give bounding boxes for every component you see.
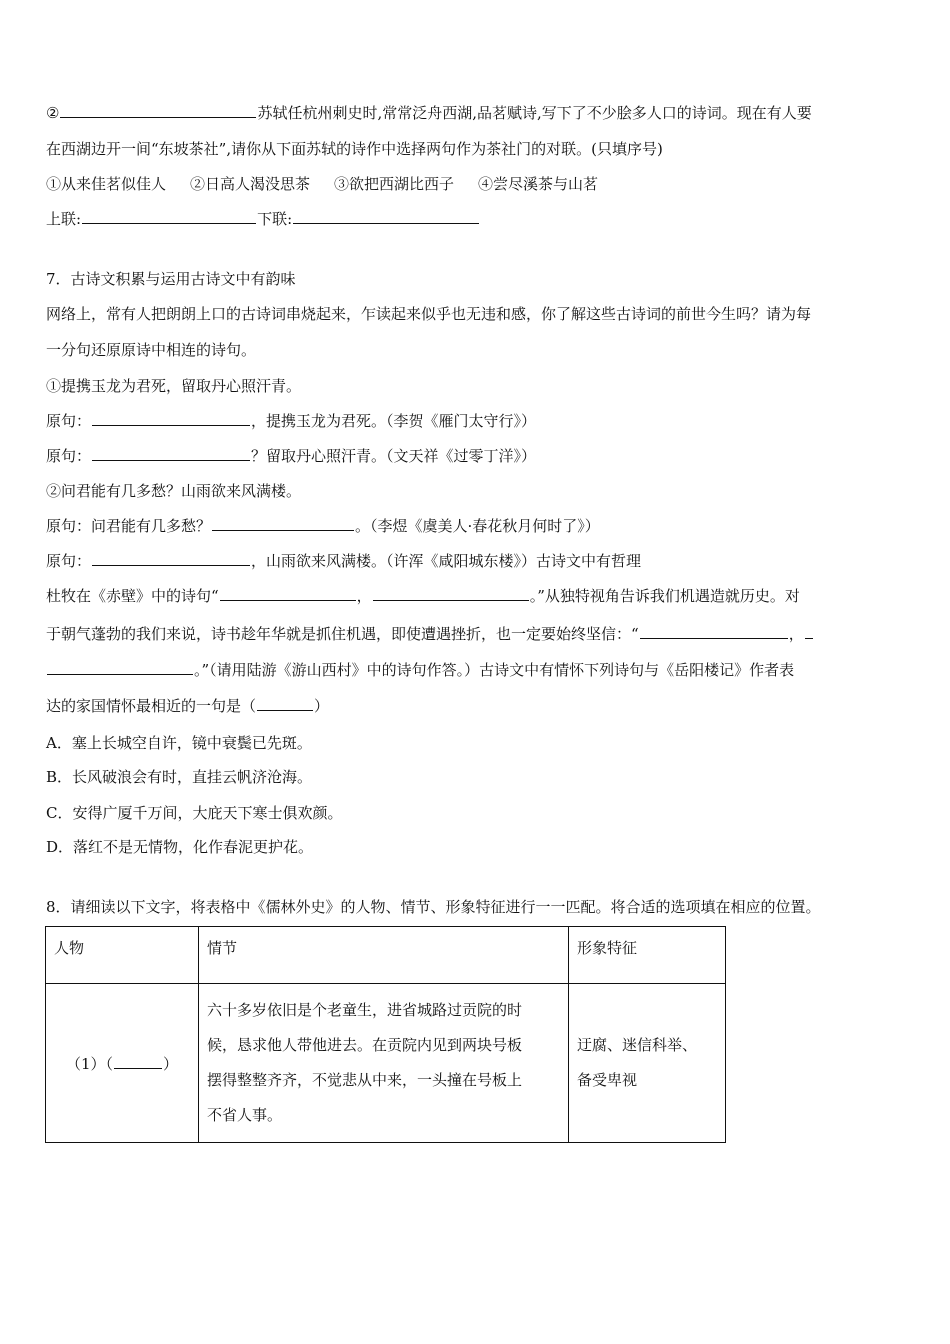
q7-philosophy-line-3 <box>46 660 794 680</box>
lower-couplet-label: 下联: <box>257 210 293 228</box>
q6-option-4: ④尝尽溪茶与山茗 <box>478 175 599 193</box>
origin-label: 原句：问君能有几多愁？ <box>46 517 212 535</box>
origin-suffix: ？留取丹心照汗青。（文天祥《过零丁洋》） <box>251 447 537 465</box>
text: ） <box>314 697 330 715</box>
row1-trait <box>569 984 726 1143</box>
plot-line: 六十多岁依旧是个老童生，进省城路过贡院的时 <box>207 1001 523 1019</box>
q6-item2-blank[interactable] <box>60 103 256 118</box>
q7-blank-1[interactable] <box>92 411 250 426</box>
q7-blank-2[interactable] <box>92 446 250 461</box>
row1-plot <box>199 984 569 1143</box>
q8-table <box>45 926 726 1143</box>
q6-item2-text: 苏轼任杭州刺史时,常常泛舟西湖,品茗赋诗,写下了不少脍多人口的诗词。现在有人要 <box>257 104 812 122</box>
text: 。”（请用陆游《游山西村》中的诗句作答。）古诗文中有情怀下列诗句与《岳阳楼记》作者表 <box>194 661 795 679</box>
q6-option-2: ②日高人渴没思茶 <box>190 175 311 193</box>
q7-title: 7．古诗文积累与运用古诗文中有韵味 <box>46 270 296 288</box>
q7-intro-line1: 网络上，常有人把朗朗上口的古诗词串烧起来，乍读起来似乎也无违和感，你了解这些古诗词的前世今生吗？请为每 <box>46 305 812 323</box>
plot-line: 候，恳求他人带他进去。在贡院内见到两块号板 <box>207 1036 523 1054</box>
origin-suffix: 。（李煜《虞美人·春花秋月何时了》） <box>355 517 600 535</box>
q7-choice-blank[interactable] <box>257 696 313 711</box>
q7-combo-1: ①提携玉龙为君死，留取丹心照汗青。 <box>46 377 302 395</box>
q7-blank-8[interactable] <box>47 660 193 675</box>
row1-person-blank[interactable] <box>114 1054 162 1069</box>
q7-philosophy-line-2 <box>46 624 814 644</box>
text: ） <box>163 1054 179 1073</box>
choice-d[interactable]: D．落红不是无情物，化作春泥更护花。 <box>46 838 314 856</box>
row1-person <box>46 984 199 1143</box>
origin-label: 原句： <box>46 447 92 465</box>
q6-option-3: ③欲把西湖比西子 <box>334 175 455 193</box>
q7-combo-2: ②问君能有几多愁？山雨欲来风满楼。 <box>46 482 302 500</box>
plot-line: 摆得整整齐齐，不觉悲从中来，一头撞在号板上 <box>207 1071 523 1089</box>
trait-line: 备受卑视 <box>577 1071 638 1089</box>
header-person: 人物 <box>46 927 199 984</box>
origin-label: 原句： <box>46 552 92 570</box>
text: （1）（ <box>65 1054 114 1073</box>
trait-line: 迂腐、迷信科举、 <box>577 1036 698 1054</box>
header-trait: 形象特征 <box>569 927 726 984</box>
origin-suffix: ，山雨欲来风满楼。（许浑《咸阳城东楼》）古诗文中有哲理 <box>251 552 642 570</box>
choice-a[interactable]: A．塞上长城空自许，镜中衰鬓已先斑。 <box>46 734 312 752</box>
q8-intro: 8．请细读以下文字，将表格中《儒林外史》的人物、情节、形象特征进行一一匹配。将合适的选项填在相应的位置。 <box>46 898 821 916</box>
text: 。”从独特视角告诉我们机遇造就历史。对 <box>529 587 800 605</box>
table-row <box>46 984 726 1143</box>
origin-label: 原句： <box>46 412 92 430</box>
q6-item2-line <box>46 103 812 123</box>
upper-couplet-blank[interactable] <box>82 209 256 224</box>
q7-origin-line-2 <box>46 446 536 466</box>
text: 杜牧在《赤壁》中的诗句“ <box>46 587 219 605</box>
q7-philosophy-line-1 <box>46 586 800 606</box>
text: 达的家国情怀最相近的一句是（ <box>46 697 257 715</box>
q6-options <box>46 174 598 194</box>
plot-line: 不省人事。 <box>207 1106 283 1124</box>
q7-blank-8-start[interactable] <box>805 624 813 639</box>
upper-couplet-label: 上联: <box>46 210 82 228</box>
origin-suffix: ，提携玉龙为君死。（李贺《雁门太守行》） <box>251 412 537 430</box>
q7-blank-4[interactable] <box>92 551 250 566</box>
q6-item2-text2: 在西湖边开一间“东坡茶社”,请你从下面苏轼的诗作中选择两句作为茶社门的对联。(只填序号) <box>46 140 663 158</box>
q7-blank-6[interactable] <box>373 586 529 601</box>
table-header-row <box>46 927 726 984</box>
q7-blank-5[interactable] <box>220 586 356 601</box>
header-plot: 情节 <box>199 927 569 984</box>
q6-item2-number: ② <box>46 104 60 122</box>
choice-c[interactable]: C．安得广厦千万间，大庇天下寒士俱欢颜。 <box>46 804 343 822</box>
text: ， <box>788 625 804 643</box>
text: 于朝气蓬勃的我们来说，诗书趁年华就是抓住机遇，即使遭遇挫折，也一定要始终坚信：“ <box>46 625 639 643</box>
q6-option-1: ①从来佳茗似佳人 <box>46 175 167 193</box>
text: ， <box>356 587 372 605</box>
q7-blank-3[interactable] <box>212 516 354 531</box>
q7-origin-line-3 <box>46 516 600 536</box>
q7-blank-7[interactable] <box>640 624 788 639</box>
lower-couplet-blank[interactable] <box>293 209 479 224</box>
q7-choice-question <box>46 696 329 716</box>
q7-intro-line2: 一分句还原原诗中相连的诗句。 <box>46 341 257 359</box>
q7-origin-line-1 <box>46 411 536 431</box>
q7-origin-line-4 <box>46 551 641 571</box>
q6-couplet-line <box>46 209 480 229</box>
choice-b[interactable]: B．长风破浪会有时，直挂云帆济沧海。 <box>46 768 313 786</box>
